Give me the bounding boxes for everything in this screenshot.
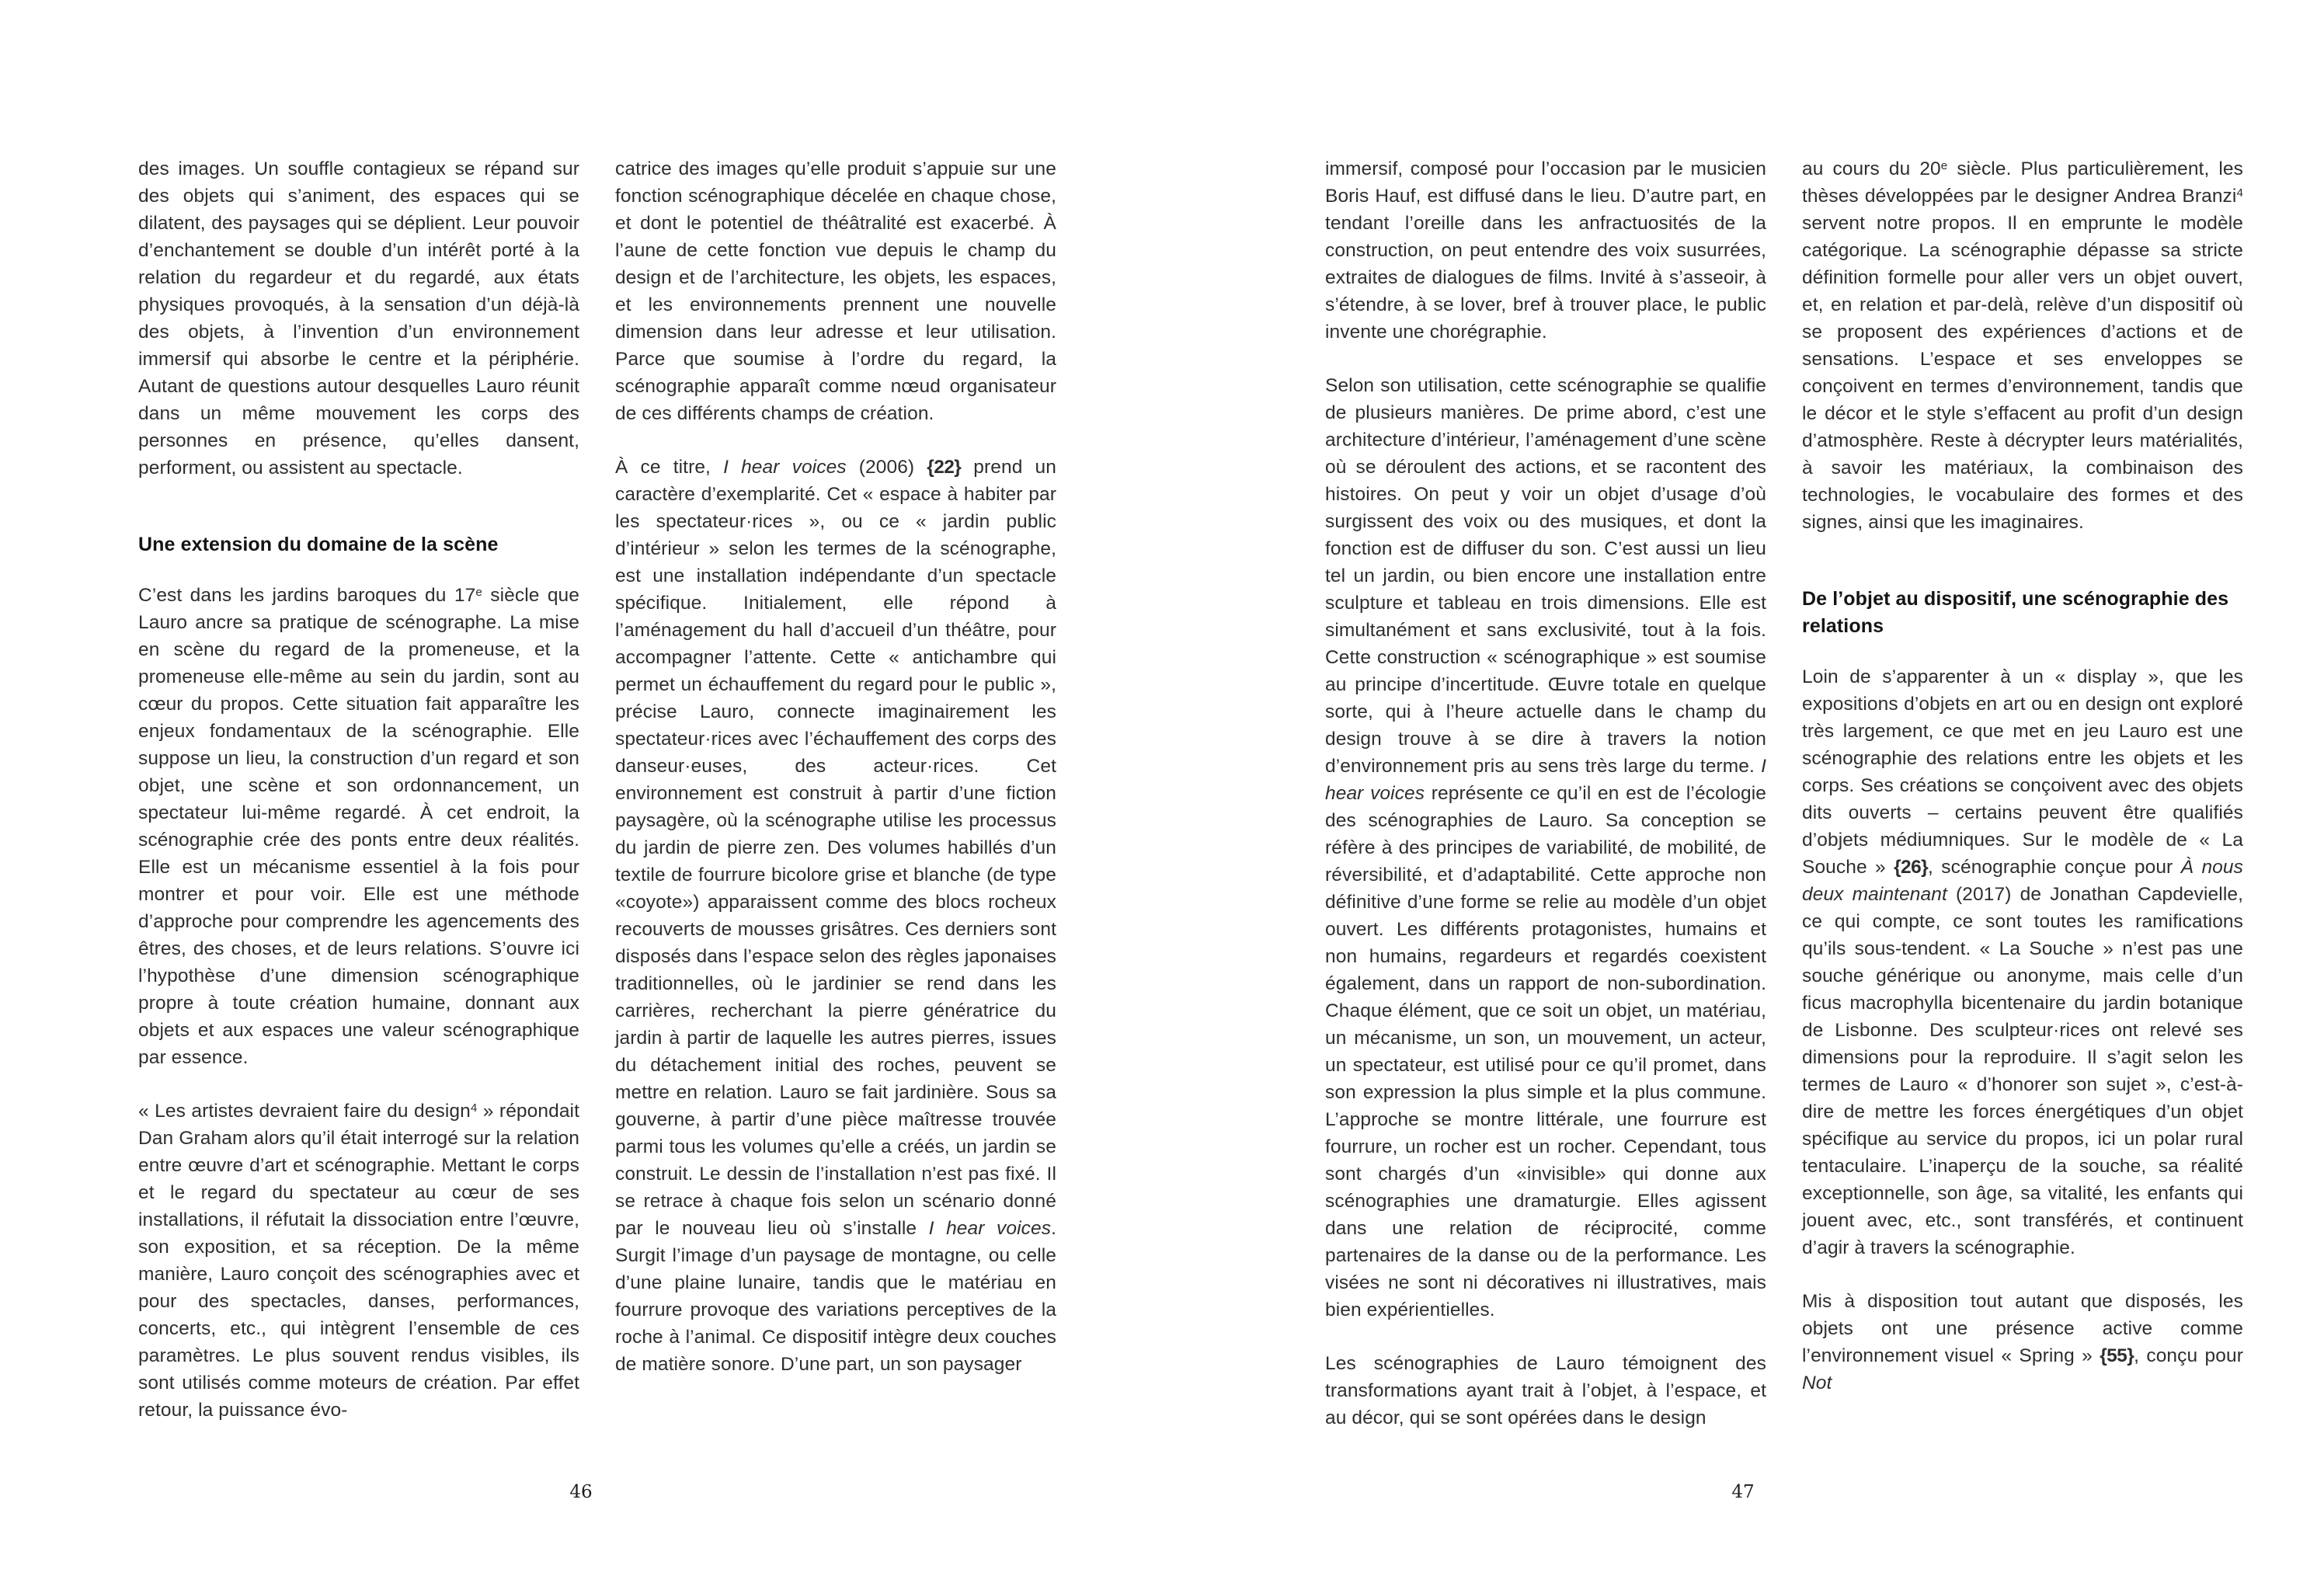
text-run: Loin de s’apparenter à un « display », que les expositions d’objets en art ou en design ont exploré très largement, ce que met en jeu Lauro est une scénographie des relations entre les objets et les corps. Ses créations se conçoivent avec des objets dits ouverts – certains peuvent être qualifiés d’objets médiumniques. Sur le modèle de « La Souche » [1802, 666, 2243, 878]
figure-reference: {26} [1894, 857, 1929, 878]
page-number-right: 47 [1731, 1482, 1755, 1502]
text-run: Les scénographies de Lauro témoignent des transformations ayant trait à l’objet, à l’espace, et au décor, qui se sont opérées dans le design [1325, 1353, 1766, 1428]
section-heading [138, 531, 579, 558]
footnote-marker: 4 [470, 1101, 478, 1115]
text-run: catrice des images qu’elle produit s’appuie sur une fonction scénographique décelée en chaque chose, et dont le potentiel de théâtralité est exacerbé. À l’aune de cette fonction vue depuis le champ du design et de l’architecture, les objets, les espaces, et les environnements prennent une nouvelle dimension dans leur adresse et leur utilisation. Parce que soumise à l’ordre du regard, la scénographie apparaît comme nœud organisateur de ces différents champs de création. [615, 158, 1056, 424]
body-paragraph [1325, 155, 1766, 346]
text-run: , scénographie conçue pour [1928, 857, 2181, 878]
figure-reference: {22} [927, 457, 962, 478]
body-paragraph [615, 454, 1056, 1378]
body-paragraph [1325, 372, 1766, 1324]
text-run: À ce titre, [615, 457, 724, 478]
figure-reference: {55} [2100, 1345, 2134, 1366]
footnote-marker: 4 [2236, 186, 2243, 200]
text-run: servent notre propos. Il en emprunte le modèle catégorique. La scénographie dépasse sa stricte définition formelle pour aller vers un objet ouvert, et, en relation et par-delà, relève d’un dispositif où se proposent des expériences d’actions et de sensations. L’espace et ses enveloppes se conçoivent en termes d’environnement, tandis que le décor et le style s’effacent au profit d’un design d’atmosphère. Reste à décrypter leurs matérialités, à savoir les matériaux, la combinaison des technologies, le vocabulaire des formes et des signes, ainsi que les imaginaires. [1802, 213, 2243, 533]
body-paragraph [138, 582, 579, 1071]
italic-text-run: I hear voices [928, 1218, 1052, 1239]
text-run: au cours du 20 [1802, 158, 1941, 179]
text-run: , conçu pour [2134, 1345, 2243, 1366]
text-column-3 [1325, 155, 1766, 1432]
italic-text-run: I hear voices [1325, 756, 1766, 804]
text-run: Mis à disposition tout autant que disposés, les objets ont une présence active comme l’environnement visuel « Spring » [1802, 1291, 2243, 1366]
text-run: « Les artistes devraient faire du design [138, 1101, 471, 1122]
body-paragraph [138, 155, 579, 482]
italic-text-run: Not [1802, 1373, 1832, 1393]
body-paragraph [138, 1098, 579, 1424]
text-run: prend un caractère d’exemplarité. Cet « espace à habiter par les spectateur·rices », ou ce « jardin public d’intérieur » selon les termes de la scénographe, est une installation indépendante d’un spectacle spécifique. Initialement, elle répond à l’aménagement du hall d’accueil d’un théâtre, pour accompagner l’attente. Cette « antichambre qui permet un échauffement du regard pour le public », précise Lauro, connecte imaginairement les spectateur·rices avec l’échauffement des corps des danseur·euses, des acteur·rices. Cet environnement est construit à partir d’une fiction paysagère, où la scénographe utilise les processus du jardin de pierre zen. Des volumes habillés d’un textile de fourrure bicolore grise et blanche (de type «coyote») apparaissent comme des blocs rocheux recouverts de mousses grisâtres. Ces derniers sont disposés dans l’espace selon des règles japonaises traditionnelles, où le jardinier se rend dans les carrières, recherchant la pierre génératrice du jardin à partir de laquelle les autres pierres, issues du détachement initial des roches, peuvent se mettre en relation. Lauro se fait jardinière. Sous sa gouverne, à partir d’une pièce maîtresse trouvée parmi tous les volumes qu’elle a créés, un jardin se construit. Le dessin de l’installation n’est pas fixé. Il se retrace à chaque fois selon un scénario donné par le nouveau lieu où s’installe [615, 457, 1057, 1239]
text-run: Une extension du domaine de la scène [138, 534, 499, 555]
text-run: siècle que Lauro ancre sa pratique de scénographe. La mise en scène du regard de la promeneuse, et la promeneuse elle-même au sein du jardin, sont au cœur du propos. Cette situation fait apparaître les enjeux fondamentaux de la scénographie. Elle suppose un lieu, la construction d’un regard et son objet, une scène et son ordonnancement, un spectateur lui-même regardé. À cet endroit, la scénographie crée des ponts entre deux réalités. Elle est un mécanisme essentiel à la fois pour montrer et pour voir. Elle est une méthode d’approche pour comprendre les agencements des êtres, des choses, et de leurs relations. S’ouvre ici l’hypothèse d’une dimension scénographique propre à toute création humaine, donnant aux objets et aux espaces une valeur scénographique par essence. [138, 585, 579, 1068]
text-run: » répondait Dan Graham alors qu’il était interrogé sur la relation entre œuvre d’art et scénographie. Mettant le corps et le regard du spectateur au cœur de ses installations, il réfutait la dissociation entre l’œuvre, son exposition, et sa réception. De la même manière, Lauro conçoit des scénographies avec et pour des spectacles, danses, performances, concerts, etc., qui intègrent l’ensemble de ces paramètres. Le plus souvent rendus visibles, ils sont utilisés comme moteurs de création. Par effet retour, la puissance évo- [138, 1101, 579, 1421]
text-column-2 [615, 155, 1056, 1378]
text-run: C’est dans les jardins baroques du 17 [138, 585, 476, 606]
page-number-left: 46 [569, 1482, 593, 1502]
page-47 [1162, 0, 2324, 1590]
text-column-4 [1802, 155, 2243, 1397]
text-run: Selon son utilisation, cette scénographie se qualifie de plusieurs manières. De prime abord, c’est une architecture d’intérieur, l’aménagement d’une scène où se déroulent des actions, et se racontent des histoires. On peut y voir un objet d’usage d’où surgissent des voix ou des musiques, et dont la fonction est de diffuser du son. C’est aussi un lieu tel un jardin, ou bien encore une installation entre sculpture et tableau en trois dimensions. Elle est simultanément et sans exclusivité, tout à la fois. Cette construction « scénographique » est soumise au principe d’incertitude. Œuvre totale en quelque sorte, qui à l’heure actuelle dans le champ du design trouve à se dire à travers la notion d’environnement pris au sens très large du terme. [1325, 375, 1766, 777]
text-run: (2017) de Jonathan Capdevielle, ce qui compte, ce sont toutes les ramifications qu’ils sous-tendent. « La Souche » n’est pas une souche générique ou anonyme, mais celle d’un ficus macrophylla bicentenaire du jardin botanique de Lisbonne. Des sculpteur·rices ont relevé ses dimensions pour la reproduire. Il s’agit selon les termes de Lauro « d’honorer son sujet », c’est-à-dire de mettre les forces énergétiques d’un objet spécifique au service du propos, ici un polar rural tentaculaire. L’inaperçu de la souche, sa réalité exceptionnelle, son âge, sa vitalité, les enfants qui jouent avec, etc., sont transférés, et continuent d’agir à travers la scénographie. [1802, 884, 2244, 1258]
text-run: siècle. Plus particulièrement, les thèses développées par le designer Andrea Branzi [1802, 158, 2243, 207]
footnote-marker: e [1940, 159, 1948, 173]
text-run: des images. Un souffle contagieux se répand sur des objets qui s’animent, des espaces qui se dilatent, des paysages qui se déplient. Leur pouvoir d’enchantement se double d’un intérêt porté à la relation du regardeur et du regardé, aux états physiques provoqués, à la sensation d’un déjà-là des objets, à l’invention d’un environnement immersif qui absorbe le centre et la périphérie. Autant de questions autour desquelles Lauro réunit dans un même mouvement les corps des personnes en présence, qu’elles dansent, performent, ou assistent au spectacle. [138, 158, 579, 478]
footnote-marker: e [475, 586, 482, 600]
body-paragraph [1325, 1350, 1766, 1432]
body-paragraph [615, 155, 1056, 427]
text-column-1 [138, 155, 579, 1424]
italic-text-run: I hear voices [723, 457, 847, 478]
text-run: (2006) [846, 457, 927, 478]
body-paragraph [1802, 155, 2243, 536]
italic-text-run: À nous deux maintenant [1802, 857, 2243, 905]
text-run: De l’objet au dispositif, une scénographie des relations [1802, 588, 2229, 637]
text-run: . Surgit l’image d’un paysage de montagne, ou celle d’une plaine lunaire, tandis que le matériau en fourrure provoque des variations perceptives de la roche à l’animal. Ce dispositif intègre deux couches de matière sonore. D’une part, un son paysager [615, 1218, 1056, 1375]
body-paragraph [1802, 663, 2243, 1261]
body-paragraph [1802, 1288, 2243, 1397]
text-run: représente ce qu’il en est de l’écologie des scénographies de Lauro. Sa conception se réfère à des principes de variabilité, de mobilité, de réversibilité, et d’adaptabilité. Cette approche non définitive d’une forme se relie au modèle d’un objet ouvert. Les différents protagonistes, humains et non humains, regardeurs et regardés coexistent également, dans un rapport de non-subordination. Chaque élément, que ce soit un objet, un matériau, un mécanisme, un son, un mouvement, un acteur, un spectateur, est utilisé pour ce qu’il promet, dans son expression la plus simple et la plus commune. L’approche se montre littérale, une fourrure est fourrure, un rocher est un rocher. Cependant, tous sont chargés d’un «invisible» qui donne aux scénographies une dramaturgie. Elles agissent dans une relation de réciprocité, comme partenaires de la danse ou de la performance. Les visées ne sont ni décoratives ni illustratives, mais bien expérientielles. [1325, 783, 1767, 1320]
section-heading [1802, 586, 2243, 640]
text-run: immersif, composé pour l’occasion par le musicien Boris Hauf, est diffusé dans le lieu. D’autre part, en tendant l’oreille dans les anfractuosités de la construction, on peut entendre des voix susurrées, extraites de dialogues de films. Invité à s’asseoir, à s’étendre, à se lover, bref à trouver place, le public invente une chorégraphie. [1325, 158, 1766, 343]
